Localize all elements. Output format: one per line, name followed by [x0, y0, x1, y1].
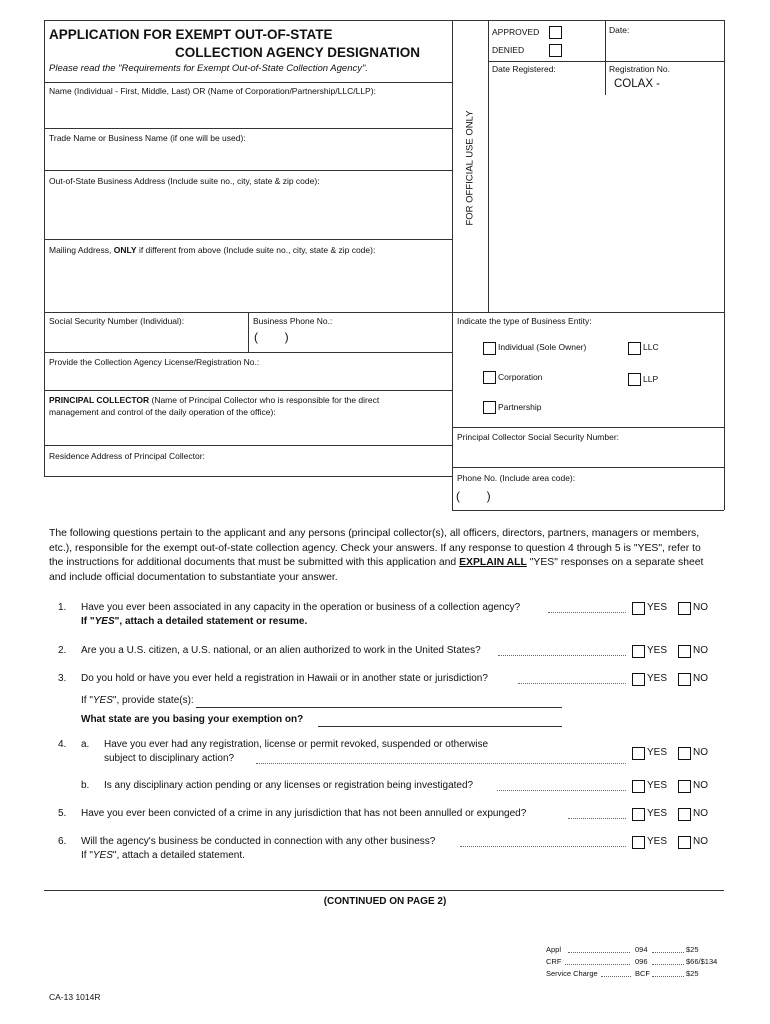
business-address-field[interactable] — [45, 188, 451, 238]
footer-divider — [44, 890, 724, 891]
q3-basing-line[interactable] — [318, 726, 562, 727]
q4a-yes-checkbox[interactable] — [632, 747, 645, 760]
form-title-line2: COLLECTION AGENCY DESIGNATION — [175, 45, 421, 60]
residence-address-label: Residence Address of Principal Collector: — [49, 451, 205, 461]
registration-no-label: Registration No. — [609, 64, 670, 74]
fee-row3-amount: $25 — [686, 969, 699, 978]
q4a-text-line1: Have you ever had any registration, license or permit revoked, suspended or otherwise — [104, 739, 489, 750]
llp-checkbox[interactable] — [628, 373, 641, 386]
q5-yes-label: YES — [647, 808, 668, 819]
form-title-line1: APPLICATION FOR EXEMPT OUT-OF-STATE — [49, 27, 333, 42]
pc-ssn-label: Principal Collector Social Security Number: — [457, 432, 620, 442]
q3-basing-label: What state are you basing your exemption on? — [81, 714, 304, 725]
business-phone-parens[interactable]: ( ) — [254, 330, 289, 344]
q4b-text: Is any disciplinary action pending or any licenses or registration being investigated? — [104, 780, 474, 791]
trade-name-field[interactable] — [45, 145, 451, 169]
q3-states-line[interactable] — [196, 707, 562, 708]
fee-row1-code: 094 — [635, 945, 648, 954]
q4b-no-checkbox[interactable] — [678, 780, 691, 793]
q6-yes-checkbox[interactable] — [632, 836, 645, 849]
phone-area-parens[interactable]: ( ) — [456, 489, 491, 503]
approved-label: APPROVED — [492, 27, 540, 37]
form-title — [49, 26, 420, 62]
fee-row1-label: Appl — [546, 945, 562, 954]
fee-row2-code: 096 — [635, 957, 648, 966]
q1-yes-checkbox[interactable] — [632, 602, 645, 615]
q2-yes-checkbox[interactable] — [632, 645, 645, 658]
q2-text: Are you a U.S. citizen, a U.S. national, or an alien authorized to work in the United States? — [81, 645, 481, 656]
entity-type-label: Indicate the type of Business Entity: — [457, 316, 592, 326]
ssn-field[interactable] — [45, 328, 247, 351]
office-date-label: Date: — [609, 25, 630, 35]
q3-no-label: NO — [693, 673, 708, 684]
q6-text: Will the agency's business be conducted in connection with any other business? — [81, 836, 436, 847]
q6-yes-label: YES — [647, 836, 668, 847]
individual-checkbox[interactable] — [483, 342, 496, 355]
q1-yes-label: YES — [647, 602, 668, 613]
pc-ssn-field[interactable] — [453, 444, 723, 466]
q1-number: 1. — [58, 602, 67, 613]
q3-yes-label: YES — [647, 673, 668, 684]
fee-row3-label: Service Charge — [546, 969, 598, 978]
ssn-label: Social Security Number (Individual): — [49, 316, 185, 326]
q6-no-checkbox[interactable] — [678, 836, 691, 849]
denied-checkbox[interactable] — [549, 44, 562, 57]
partnership-checkbox[interactable] — [483, 401, 496, 414]
mailing-address-field[interactable] — [45, 258, 451, 311]
q5-yes-checkbox[interactable] — [632, 808, 645, 821]
principal-collector-field[interactable] — [45, 420, 451, 444]
q3-states-label: If "YES", provide state(s): — [81, 695, 194, 706]
date-registered-label: Date Registered: — [492, 64, 556, 74]
q3-number: 3. — [58, 673, 67, 684]
q5-no-checkbox[interactable] — [678, 808, 691, 821]
name-label: Name (Individual - First, Middle, Last) OR (Name of Corporation/Partnership/LLC/LLP): — [49, 86, 376, 96]
q1-note: If "YES", attach a detailed statement or resume. — [81, 616, 308, 627]
q4b-yes-checkbox[interactable] — [632, 780, 645, 793]
q5-text: Have you ever been convicted of a crime in any jurisdiction that has not been annulled or expunged? — [81, 808, 527, 819]
denied-label: DENIED — [492, 45, 525, 55]
trade-name-label: Trade Name or Business Name (if one will be used): — [49, 133, 246, 143]
q4a-yes-label: YES — [647, 747, 668, 758]
llp-label: LLP — [643, 374, 659, 384]
q4a-text-line2: subject to disciplinary action? — [104, 753, 235, 764]
q3-no-checkbox[interactable] — [678, 673, 691, 686]
business-address-label: Out-of-State Business Address (Include suite no., city, state & zip code): — [49, 176, 320, 186]
q4a-letter: a. — [81, 739, 90, 750]
llc-checkbox[interactable] — [628, 342, 641, 355]
q4-number: 4. — [58, 739, 67, 750]
individual-label: Individual (Sole Owner) — [498, 342, 587, 352]
q1-text: Have you ever been associated in any capacity in the operation or business of a collection agency? — [81, 602, 521, 613]
q5-number: 5. — [58, 808, 67, 819]
q2-number: 2. — [58, 645, 67, 656]
corporation-checkbox[interactable] — [483, 371, 496, 384]
q4b-yes-label: YES — [647, 780, 668, 791]
name-field[interactable] — [45, 98, 451, 127]
q2-yes-label: YES — [647, 645, 668, 656]
registration-prefix: COLAX - — [614, 78, 661, 90]
fee-row1-amount: $25 — [686, 945, 699, 954]
q1-no-checkbox[interactable] — [678, 602, 691, 615]
business-phone-label: Business Phone No.: — [253, 316, 333, 326]
q2-no-checkbox[interactable] — [678, 645, 691, 658]
q6-note: If "YES", attach a detailed statement. — [81, 850, 245, 861]
q4a-no-checkbox[interactable] — [678, 747, 691, 760]
q2-no-label: NO — [693, 645, 708, 656]
license-no-label: Provide the Collection Agency License/Registration No.: — [49, 357, 260, 367]
residence-address-field[interactable] — [45, 463, 451, 475]
q4a-no-label: NO — [693, 747, 708, 758]
q5-no-label: NO — [693, 808, 708, 819]
mailing-address-label: Mailing Address, ONLY if different from above (Include suite no., city, state & zip code): — [49, 245, 376, 255]
q3-yes-checkbox[interactable] — [632, 673, 645, 686]
q4b-letter: b. — [81, 780, 90, 791]
principal-collector-label: PRINCIPAL COLLECTOR (Name of Principal Collector who is responsible for the direct management and control of the daily operation of the office): — [49, 395, 380, 417]
official-use-vertical-label: FOR OFFICIAL USE ONLY — [464, 110, 476, 226]
continued-note: (CONTINUED ON PAGE 2) — [323, 896, 447, 907]
llc-label: LLC — [643, 342, 659, 352]
form-instruction: Please read the "Requirements for Exempt Out-of-State Collection Agency". — [49, 63, 368, 74]
corporation-label: Corporation — [498, 372, 543, 382]
fee-row2-amount: $66/$134 — [686, 957, 718, 966]
approved-checkbox[interactable] — [549, 26, 562, 39]
q3-text: Do you hold or have you ever held a registration in Hawaii or in another state or jurisdiction? — [81, 673, 488, 684]
fee-row2-label: CRF — [546, 957, 562, 966]
q4b-no-label: NO — [693, 780, 708, 791]
q6-number: 6. — [58, 836, 67, 847]
form-number: CA-13 1014R — [49, 992, 101, 1002]
partnership-label: Partnership — [498, 402, 542, 412]
intro-paragraph: The following questions pertain to the applicant and any persons (principal collector(s), all officers, directors, partners, managers or members, etc.), responsible for the exempt out-of-state collection agency. Check your answers. If any response to question 4 through 5 is "YES", refer to the instructions for additional documents that must be submitted with this application and EXPLAIN ALL "YES" responses on a separate sheet and include official documentation to substantiate your answer. — [49, 528, 704, 583]
q6-no-label: NO — [693, 836, 708, 847]
fee-row3-code: BCF — [635, 969, 650, 978]
phone-area-label: Phone No. (Include area code): — [457, 473, 576, 483]
q1-no-label: NO — [693, 602, 708, 613]
license-no-field[interactable] — [45, 369, 451, 389]
